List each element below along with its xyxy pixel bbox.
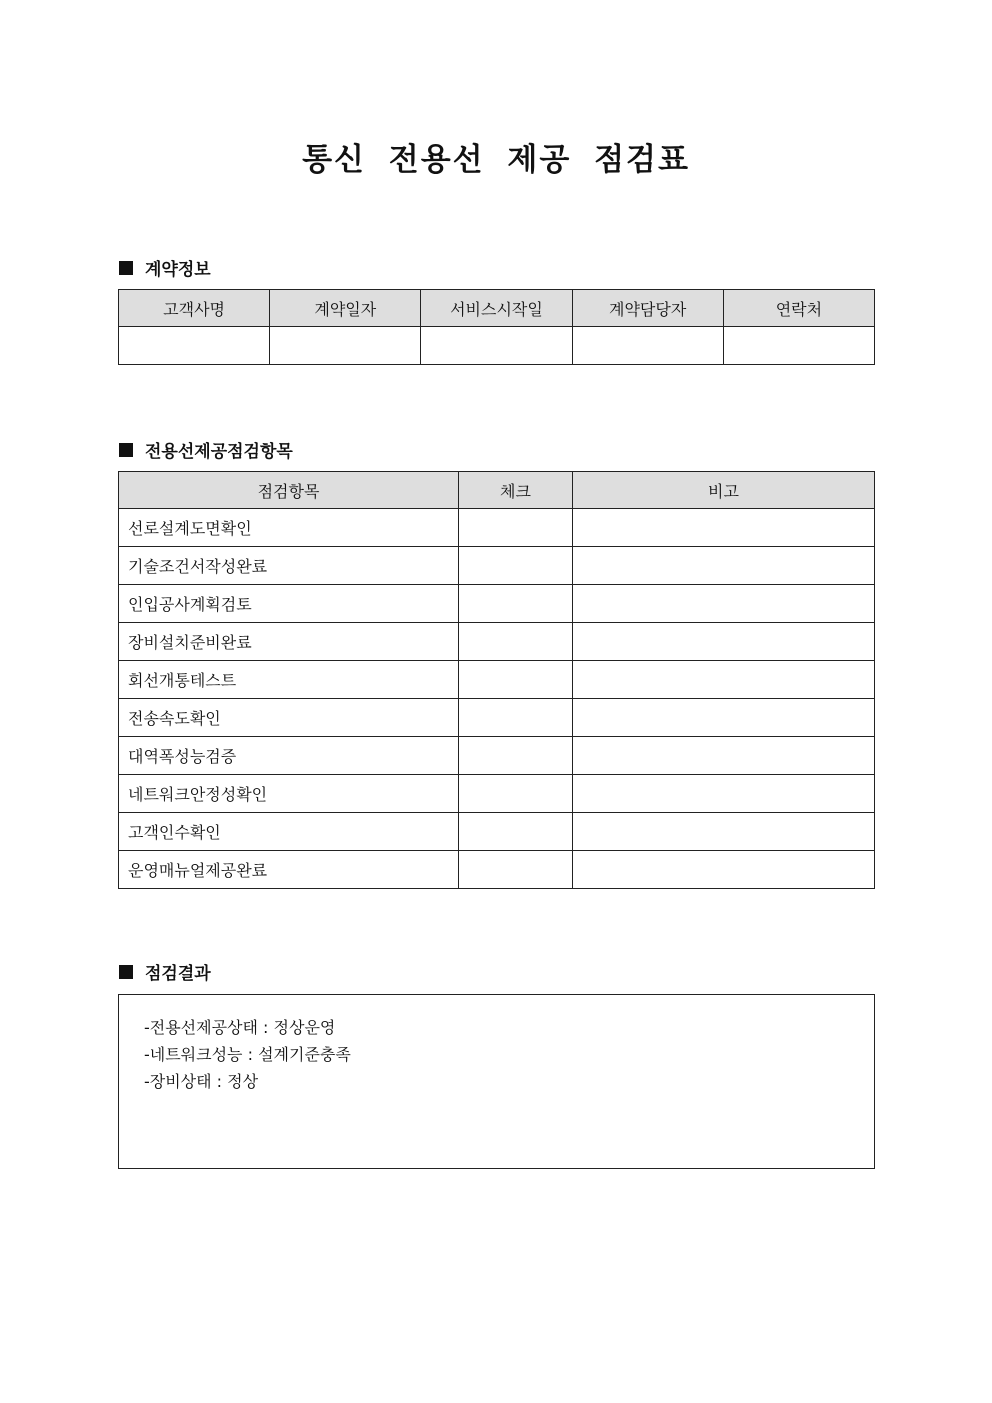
contract-table <box>118 289 875 365</box>
square-bullet-icon <box>119 261 133 275</box>
header-note: 비고 <box>573 472 875 509</box>
result-line: -전용선제공상태 : 정상운영 <box>144 1018 336 1037</box>
note-cell[interactable] <box>573 509 875 547</box>
header-contact: 연락처 <box>723 290 874 327</box>
note-cell[interactable] <box>573 737 875 775</box>
table-row <box>119 699 875 737</box>
table-row <box>119 585 875 623</box>
section-heading-label: 전용선제공점검항목 <box>145 442 293 462</box>
item-cell: 선로설계도면확인 <box>119 509 459 547</box>
check-cell[interactable] <box>459 509 573 547</box>
service-start-cell[interactable] <box>421 327 572 365</box>
item-cell: 장비설치준비완료 <box>119 623 459 661</box>
note-cell[interactable] <box>573 699 875 737</box>
note-cell[interactable] <box>573 813 875 851</box>
table-row <box>119 509 875 547</box>
table-header-row <box>119 290 875 327</box>
result-line: -네트워크성능 : 설계기준충족 <box>144 1045 351 1064</box>
item-cell: 고객인수확인 <box>119 813 459 851</box>
check-cell[interactable] <box>459 699 573 737</box>
check-cell[interactable] <box>459 851 573 889</box>
item-cell: 전송속도확인 <box>119 699 459 737</box>
contract-date-cell[interactable] <box>270 327 421 365</box>
result-line: -장비상태 : 정상 <box>144 1072 259 1091</box>
header-item: 점검항목 <box>119 472 459 509</box>
note-cell[interactable] <box>573 851 875 889</box>
check-cell[interactable] <box>459 547 573 585</box>
document-title: 통신 전용선 제공 점검표 <box>302 142 690 178</box>
check-cell[interactable] <box>459 661 573 699</box>
note-cell[interactable] <box>573 775 875 813</box>
section-heading-checklist <box>119 437 293 462</box>
section-heading-result <box>119 959 211 984</box>
table-row <box>119 547 875 585</box>
header-contract-manager: 계약담당자 <box>572 290 723 327</box>
contract-manager-cell[interactable] <box>572 327 723 365</box>
checklist-table <box>118 471 875 889</box>
header-service-start: 서비스시작일 <box>421 290 572 327</box>
note-cell[interactable] <box>573 585 875 623</box>
item-cell: 운영매뉴얼제공완료 <box>119 851 459 889</box>
result-box <box>118 994 875 1169</box>
header-customer: 고객사명 <box>119 290 270 327</box>
check-cell[interactable] <box>459 737 573 775</box>
note-cell[interactable] <box>573 661 875 699</box>
section-heading-label: 계약정보 <box>145 260 211 280</box>
note-cell[interactable] <box>573 547 875 585</box>
item-cell: 네트워크안정성확인 <box>119 775 459 813</box>
table-row <box>119 327 875 365</box>
table-row <box>119 737 875 775</box>
header-check: 체크 <box>459 472 573 509</box>
item-cell: 기술조건서작성완료 <box>119 547 459 585</box>
contact-cell[interactable] <box>723 327 874 365</box>
table-row <box>119 661 875 699</box>
table-row <box>119 851 875 889</box>
item-cell: 인입공사계획검토 <box>119 585 459 623</box>
square-bullet-icon <box>119 965 133 979</box>
square-bullet-icon <box>119 443 133 457</box>
header-contract-date: 계약일자 <box>270 290 421 327</box>
check-cell[interactable] <box>459 585 573 623</box>
item-cell: 대역폭성능검증 <box>119 737 459 775</box>
check-cell[interactable] <box>459 775 573 813</box>
customer-cell[interactable] <box>119 327 270 365</box>
section-heading-contract <box>119 255 211 280</box>
note-cell[interactable] <box>573 623 875 661</box>
table-row <box>119 623 875 661</box>
item-cell: 회선개통테스트 <box>119 661 459 699</box>
table-row <box>119 813 875 851</box>
section-heading-label: 점검결과 <box>145 964 211 984</box>
table-header-row <box>119 472 875 509</box>
check-cell[interactable] <box>459 813 573 851</box>
table-row <box>119 775 875 813</box>
check-cell[interactable] <box>459 623 573 661</box>
